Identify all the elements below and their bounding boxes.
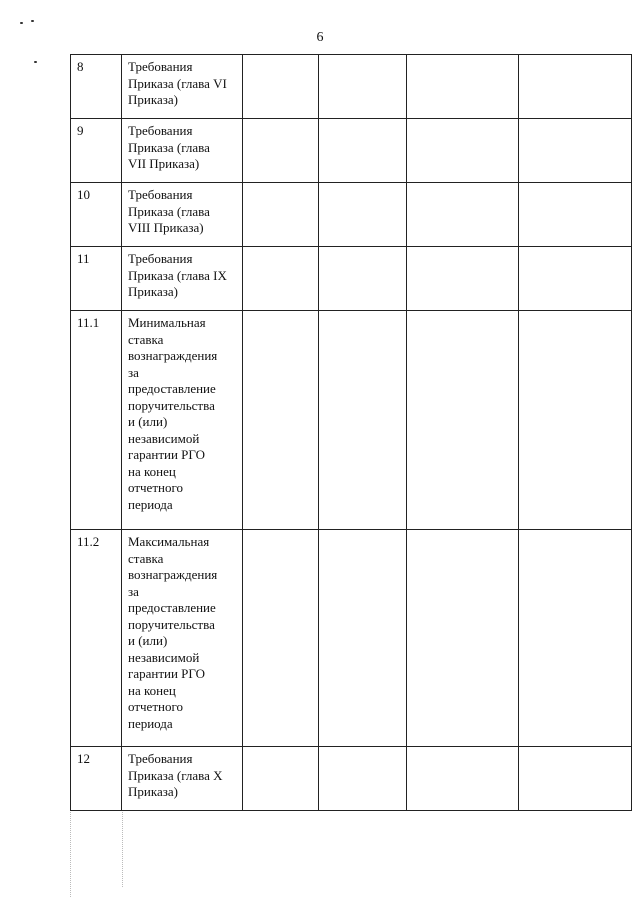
scan-artifact-line (70, 812, 71, 897)
empty-cell (407, 183, 519, 247)
requirement-cell (122, 311, 243, 530)
scan-speck (31, 20, 34, 22)
empty-cell (407, 311, 519, 530)
scan-artifact-line (122, 812, 123, 887)
empty-cell (407, 119, 519, 183)
table-row (71, 530, 632, 747)
empty-cell (319, 530, 407, 747)
requirement-cell (122, 119, 243, 183)
requirements-table (70, 54, 632, 811)
requirement-cell (122, 247, 243, 311)
requirement-text: Требования Приказа (глава VIII Приказа) (128, 187, 210, 235)
requirement-text: Минимальная ставка вознаграждения за предоставление поручительства и (или) независимой гарантии РГО на конец отчетного периода (128, 315, 218, 512)
requirement-cell (122, 55, 243, 119)
requirement-cell (122, 530, 243, 747)
scan-speck (34, 61, 37, 63)
empty-cell (519, 747, 632, 811)
table-row (71, 55, 632, 119)
empty-cell (519, 55, 632, 119)
scan-speck (20, 22, 23, 24)
empty-cell (319, 183, 407, 247)
empty-cell (519, 247, 632, 311)
table-row (71, 119, 632, 183)
empty-cell (519, 311, 632, 530)
row-number: 12 (71, 747, 122, 811)
row-number: 11.2 (71, 530, 122, 747)
empty-cell (519, 183, 632, 247)
empty-cell (243, 747, 319, 811)
page-number: 6 (316, 30, 324, 45)
row-number: 11.1 (71, 311, 122, 530)
requirement-cell (122, 183, 243, 247)
row-number: 10 (71, 183, 122, 247)
row-number: 11 (71, 247, 122, 311)
requirement-cell (122, 747, 243, 811)
empty-cell (319, 747, 407, 811)
requirement-text: Требования Приказа (глава VI Приказа) (128, 59, 227, 107)
empty-cell (407, 55, 519, 119)
row-number: 9 (71, 119, 122, 183)
empty-cell (243, 530, 319, 747)
requirement-text: Требования Приказа (глава IX Приказа) (128, 251, 227, 299)
empty-cell (319, 311, 407, 530)
empty-cell (407, 247, 519, 311)
table-row (71, 247, 632, 311)
table-row (71, 311, 632, 530)
empty-cell (243, 311, 319, 530)
requirement-text: Требования Приказа (глава X Приказа) (128, 751, 223, 799)
row-number: 8 (71, 55, 122, 119)
empty-cell (243, 247, 319, 311)
empty-cell (319, 119, 407, 183)
empty-cell (243, 183, 319, 247)
empty-cell (407, 747, 519, 811)
requirement-text: Максимальная ставка вознаграждения за предоставление поручительства и (или) независимой гарантии РГО на конец отчетного периода (128, 534, 218, 731)
empty-cell (407, 530, 519, 747)
empty-cell (319, 247, 407, 311)
empty-cell (519, 530, 632, 747)
table-row (71, 183, 632, 247)
table-row (71, 747, 632, 811)
requirement-text: Требования Приказа (глава VII Приказа) (128, 123, 210, 171)
empty-cell (519, 119, 632, 183)
empty-cell (319, 55, 407, 119)
empty-cell (243, 119, 319, 183)
empty-cell (243, 55, 319, 119)
